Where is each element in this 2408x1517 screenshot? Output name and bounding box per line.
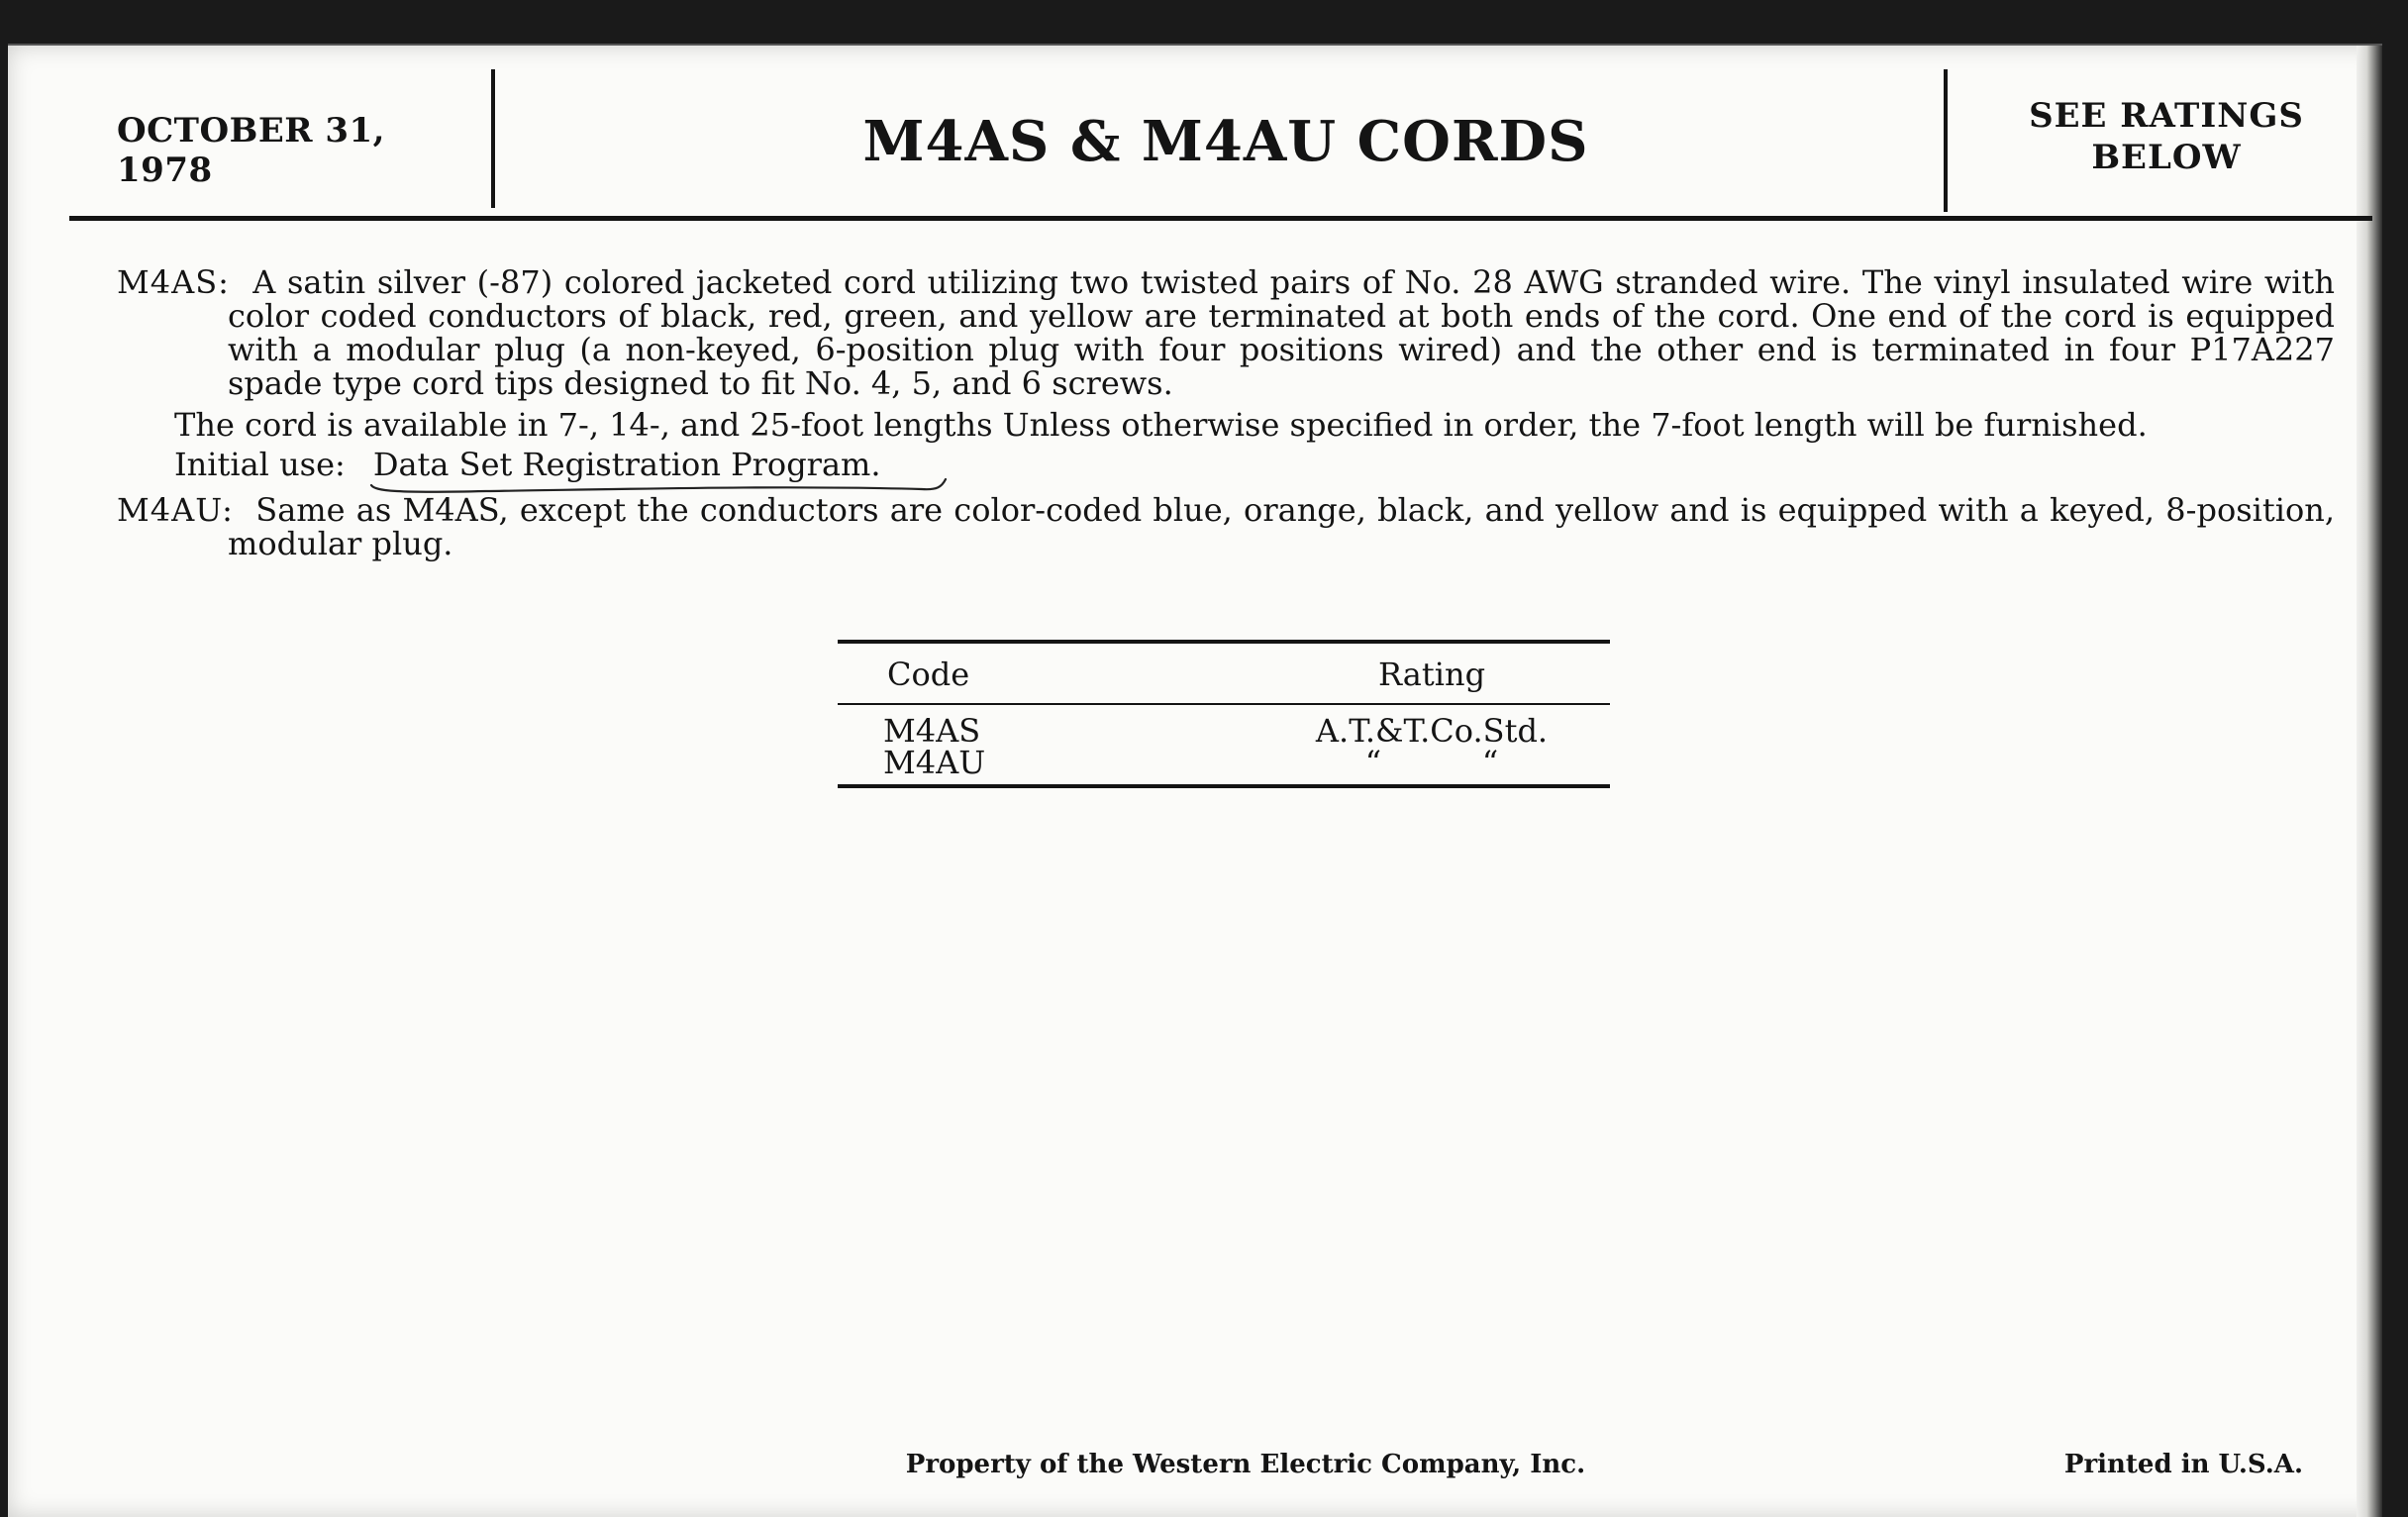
m4as-code: M4AS: [117,263,230,301]
footer-property-notice: Property of the Western Electric Company, Inc. [905,1450,1586,1479]
table-header-code: Code [887,656,970,693]
table-row [838,744,1610,781]
document-card [8,44,2382,1517]
availability-line: The cord is available in 7-, 14-, and 25-foot lengths Unless otherwise specified in order, the 7-foot length will be furnished. [174,406,2148,444]
initial-use-value: Data Set Registration Program. [372,446,881,483]
initial-use-label: Initial use: [174,446,346,483]
card-edge-shadow [2357,46,2382,1517]
footer-printed-in: Printed in U.S.A. [2063,1450,2303,1479]
m4au-description: Same as M4AS, except the conductors are color-coded blue, orange, black, and yellow and is equipped with a keyed, 8-position, modular plug. [228,491,2336,562]
m4as-paragraph [117,265,2335,400]
table-cell-code: M4AS [883,712,981,750]
table-header-row [838,644,1610,693]
table-row [838,712,1610,750]
m4au-paragraph [117,493,2335,560]
initial-use-value-wrapper [373,448,881,481]
header-divider-right [1944,69,1948,212]
ratings-note-line2: BELOW [2091,138,2242,177]
table-body [838,705,1610,781]
ratings-table [838,640,1610,788]
table-cell-code: M4AU [883,744,986,781]
header-divider-left [491,69,495,208]
handwritten-underline [367,477,952,501]
m4au-code: M4AU: [117,491,234,529]
issue-date: OCTOBER 31, 1978 [117,111,385,190]
document-header [8,46,2382,224]
ratings-note-line1: SEE RATINGS [2029,96,2304,136]
m4as-description: A satin silver (-87) colored jacketed cord utilizing two twisted pairs of No. 28 AWG stranded wire. The vinyl insulated wire with color coded conductors of black, red, green, and yellow are terminated at both ends of the cord. One end of the cord is equipped with a modular plug (a non-keyed, 6-position plug with four positions wired) and the other end is terminated in four P17A227 spade type cord tips designed to fit No. 4, 5, and 6 screws. [228,263,2336,402]
document-title: M4AS & M4AU CORDS [862,109,1589,174]
ratings-note [1963,95,2369,178]
initial-use-line [174,448,2335,481]
table-header-rating: Rating [1377,656,1486,693]
table-rule-bottom [838,784,1610,788]
document-body [117,265,2335,568]
table-cell-rating: “ “ [1364,744,1499,781]
header-rule [69,216,2372,221]
table-cell-rating: A.T.&T.Co.Std. [1315,712,1549,750]
